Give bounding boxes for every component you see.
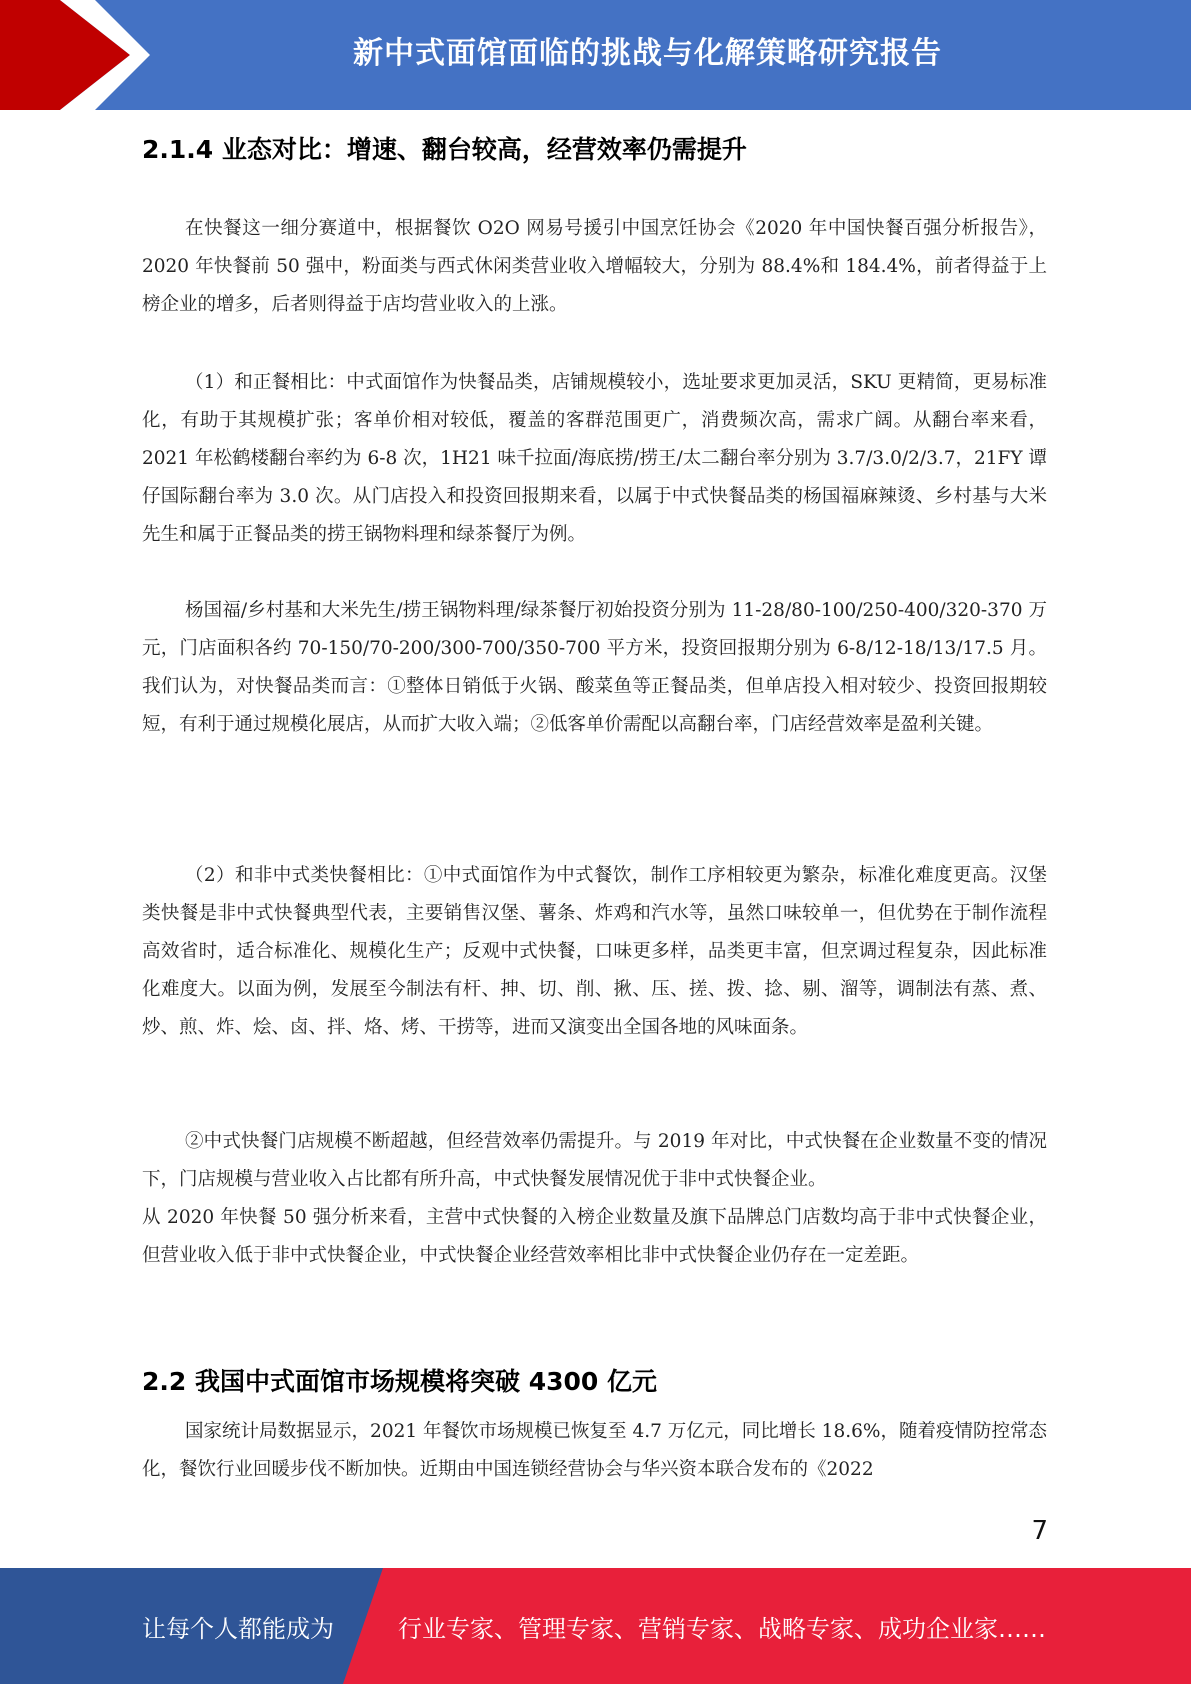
paragraph-market-size: 国家统计局数据显示，2021 年餐饮市场规模已恢复至 4.7 万亿元，同比增长 18.6%，随着疫情防控常态化，餐饮行业回暖步伐不断加快。近期由中国连锁经营协会与华兴资本联合发布的《2022 <box>142 1421 1047 1480</box>
paragraph-top50-analysis: 从 2020 年快餐 50 强分析来看，主营中式快餐的入榜企业数量及旗下品牌总门店数均高于非中式快餐企业，但营业收入低于非中式快餐企业，中式快餐企业经营效率相比非中式快餐企业仍存在一定差距。 <box>142 1207 1047 1266</box>
page-number: 7 <box>1031 1516 1048 1546</box>
report-title: 新中式面馆面临的挑战与化解策略研究报告 <box>353 36 942 71</box>
paragraph-investment-comparison: 杨国福/乡村基和大米先生/捞王锅物料理/绿茶餐厅初始投资分别为 11-28/80-100/250-400/320-370 万元，门店面积各约 70-150/70-200/300-700/350-700 平方米，投资回报期分别为 6-8/12-18/13/17.5 月。我们认为，对快餐品类而言：①整体日销低于火锅、酸菜鱼等正餐品类，但单店投入相对较少、投资回报期较短，有利于通过规模化展店，从而扩大收入端；②低客单价需配以高翻台率，门店经营效率是盈利关键。 <box>142 600 1047 735</box>
paragraph-compare-non-chinese: （2）和非中式类快餐相比：①中式面馆作为中式餐饮，制作工序相较更为繁杂，标准化难度更高。汉堡类快餐是非中式快餐典型代表，主要销售汉堡、薯条、炸鸡和汽水等，虽然口味较单一，但优势在于制作流程高效省时，适合标准化、规模化生产；反观中式快餐，口味更多样，品类更丰富，但烹调过程复杂，因此标准化难度大。以面为例，发展至今制法有杆、抻、切、削、揪、压、搓、拨、捻、剔、溜等，调制法有蒸、煮、炒、煎、炸、烩、卤、拌、烙、烤、干捞等，进而又演变出全国各地的风味面条。 <box>142 865 1047 1038</box>
paragraph-fast-food-top50: 在快餐这一细分赛道中，根据餐饮 O2O 网易号援引中国烹饪协会《2020 年中国快餐百强分析报告》，2020 年快餐前 50 强中，粉面类与西式休闲类营业收入增幅较大，分别为 88.4%和 184.4%，前者得益于上榜企业的增多，后者则得益于店均营业收入的上涨。 <box>142 218 1047 315</box>
section-heading-2-2: 2.2 我国中式面馆市场规模将突破 4300 亿元 <box>142 1367 657 1396</box>
page-footer <box>0 1568 1191 1684</box>
paragraph-compare-formal-dining: （1）和正餐相比：中式面馆作为快餐品类，店铺规模较小，选址要求更加灵活，SKU 更精简，更易标准化，有助于其规模扩张；客单价相对较低，覆盖的客群范围更广，消费频次高，需求广阔。从翻台率来看，2021 年松鹤楼翻台率约为 6-8 次，1H21 味千拉面/海底捞/捞王/太二翻台率分别为 3.7/3.0/2/3.7，21FY 谭仔国际翻台率为 3.0 次。从门店投入和投资回报期来看，以属于中式快餐品类的杨国福麻辣烫、乡村基与大米先生和属于正餐品类的捞王锅物料理和绿茶餐厅为例。 <box>142 372 1047 545</box>
footer-slogan-left: 让每个人都能成为 <box>142 1614 334 1643</box>
section-heading-2-1-4: 2.1.4 业态对比：增速、翻台较高，经营效率仍需提升 <box>142 135 747 164</box>
footer-slogan-right: 行业专家、管理专家、营销专家、战略专家、成功企业家…… <box>398 1614 1046 1643</box>
paragraph-chinese-fast-food-scale: ②中式快餐门店规模不断超越，但经营效率仍需提升。与 2019 年对比，中式快餐在企业数量不变的情况下，门店规模与营业收入占比都有所升高，中式快餐发展情况优于非中式快餐企业。 <box>142 1131 1047 1190</box>
page-header <box>0 0 1191 110</box>
